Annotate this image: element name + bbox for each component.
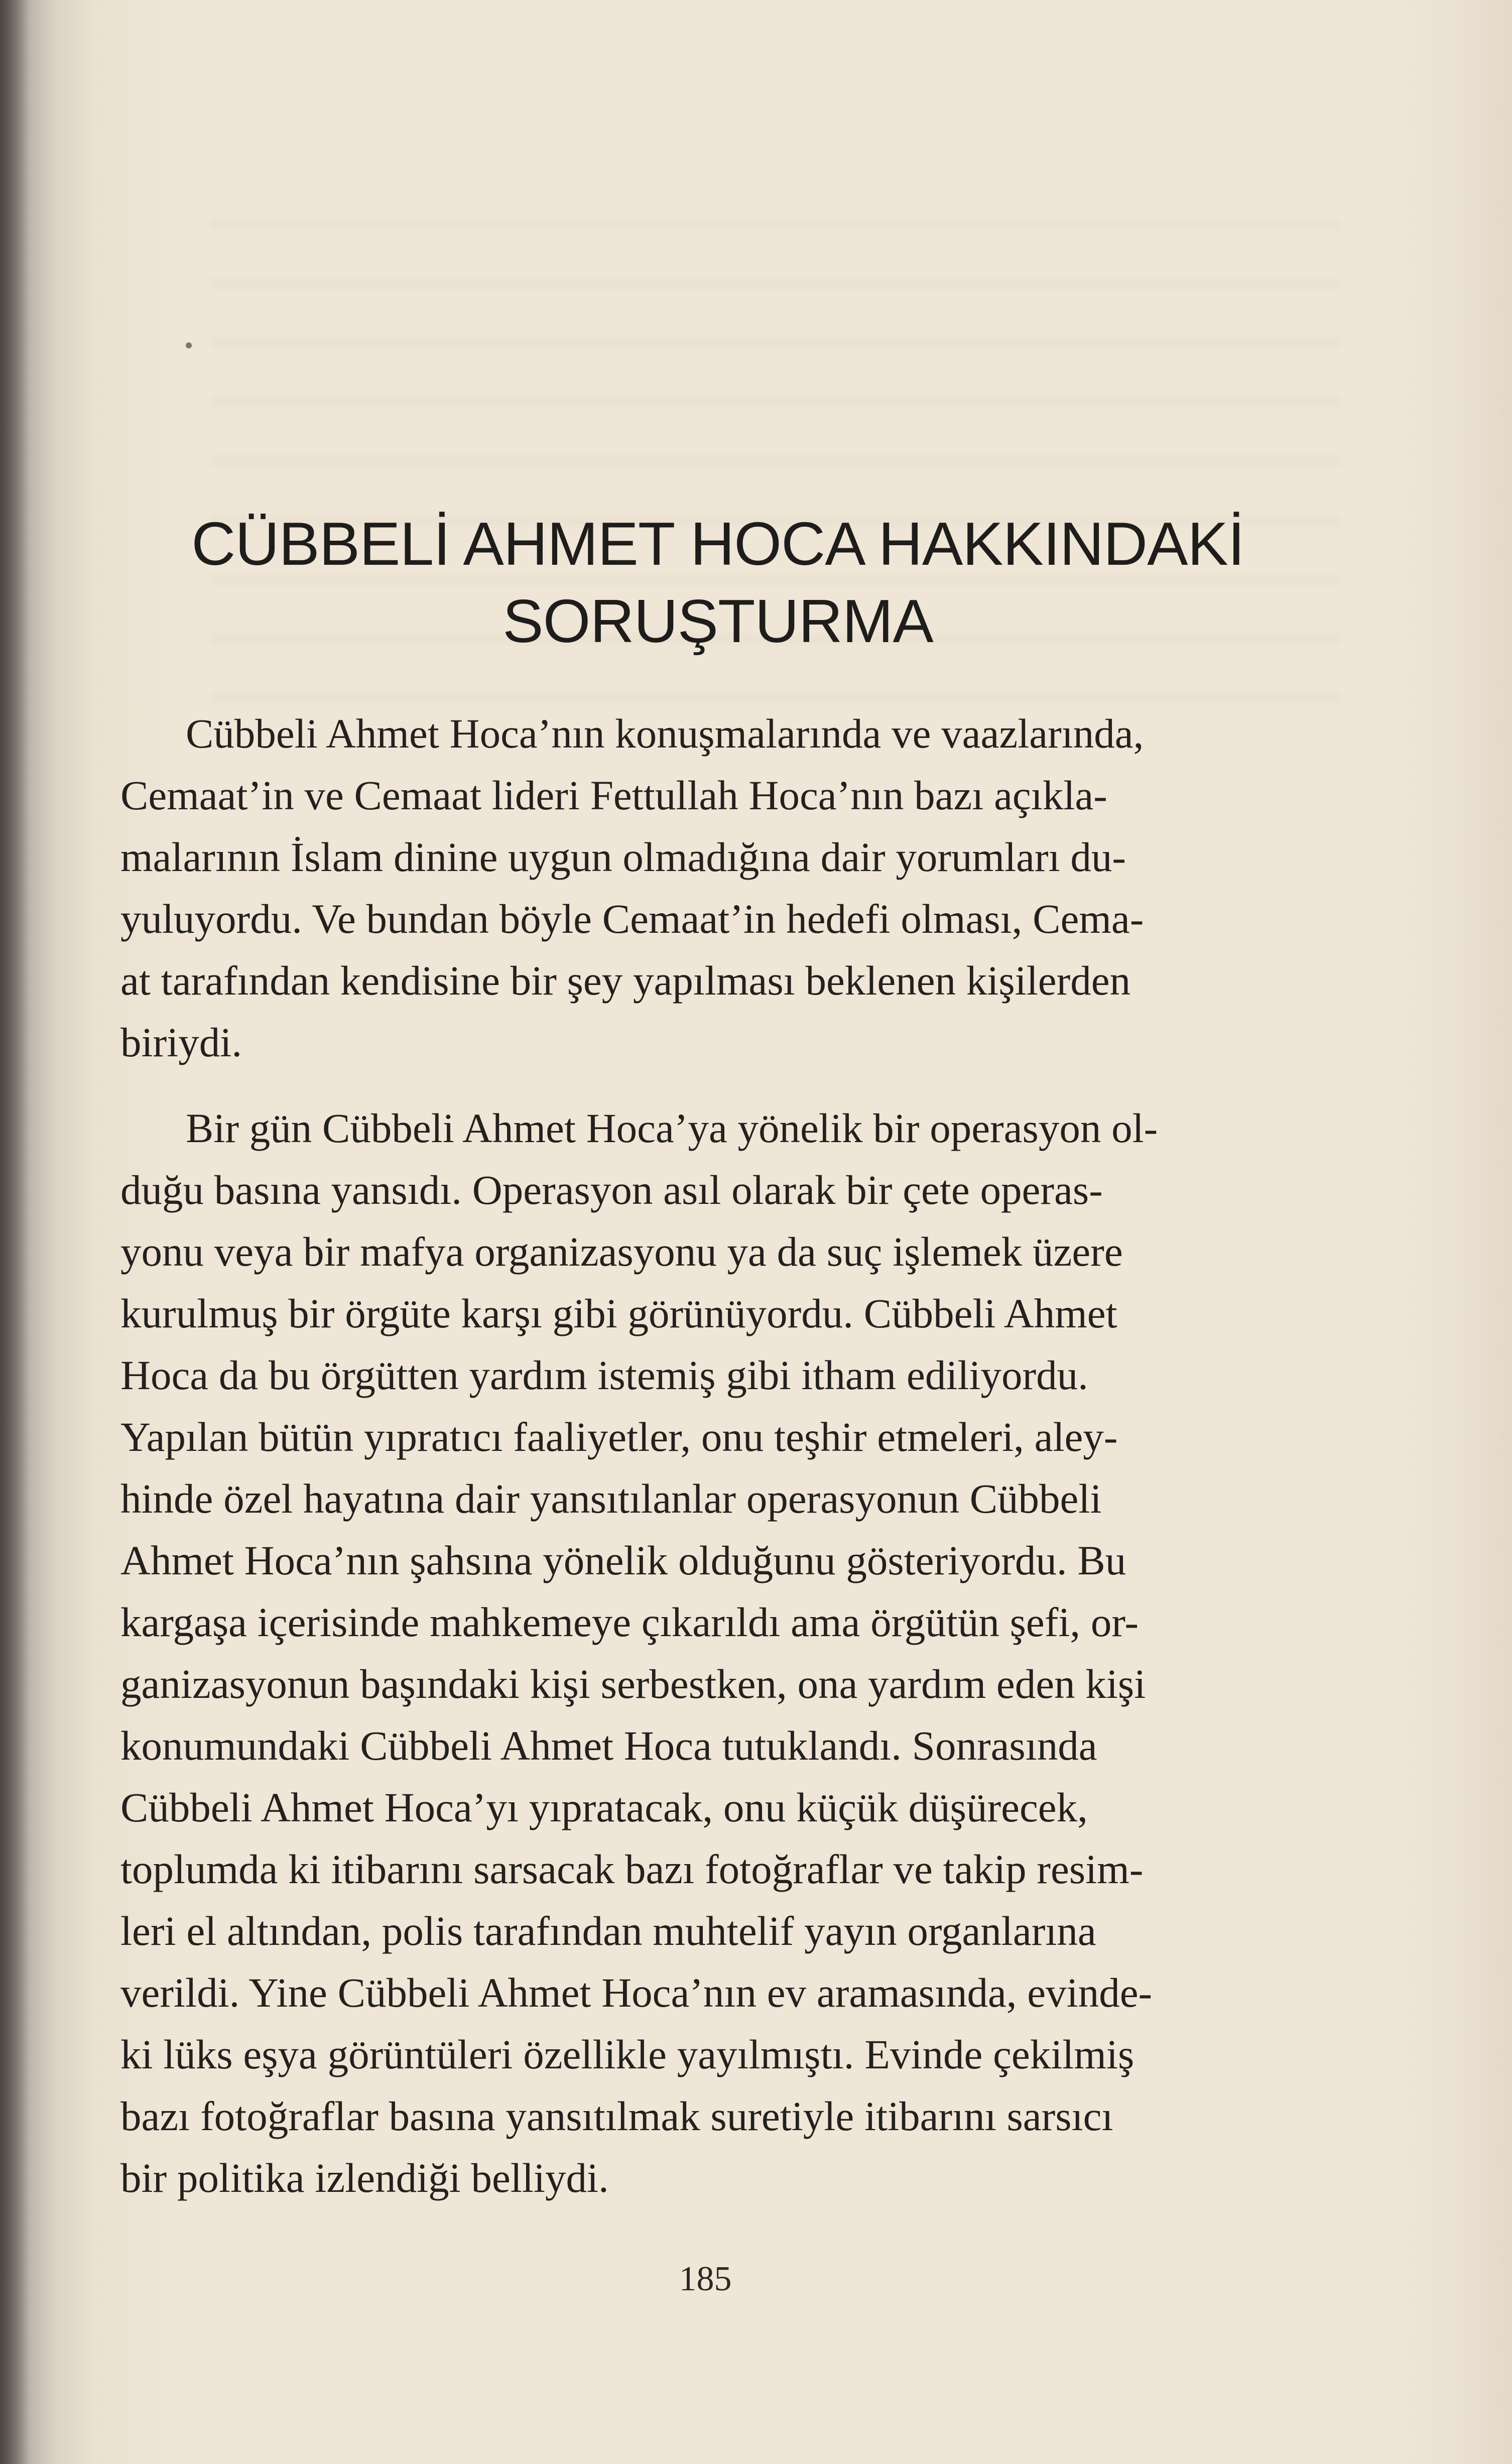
paragraph-1-line-2: Cemaat’in ve Cemaat lideri Fettullah Hoca’nın bazı açıkla- (120, 772, 1107, 818)
paragraph-2-line-3: yonu veya bir mafya organizasyonu ya da suç işlemek üzere (120, 1228, 1123, 1275)
paragraph-2-line-10: ganizasyonun başındaki kişi serbestken, ona yardım eden kişi (120, 1661, 1146, 1707)
paragraph-1-line-6: biriydi. (120, 1019, 242, 1065)
paragraph-gap (120, 1073, 1320, 1097)
paragraph-2-line-16: ki lüks eşya görüntüleri özellikle yayılmıştı. Evinde çekilmiş (120, 2031, 1135, 2077)
paragraph-2-line-11: konumundaki Cübbeli Ahmet Hoca tutuklandı. Sonrasında (120, 1722, 1097, 1769)
paragraph-2-line-9: kargaşa içerisinde mahkemeye çıkarıldı ama örgütün şefi, or- (120, 1599, 1139, 1645)
paragraph-1-line-3: malarının İslam dinine uygun olmadığına dair yorumları du- (120, 834, 1126, 880)
paragraph-2-line-14: leri el altından, polis tarafından muhtelif yayın organlarına (120, 1908, 1096, 1954)
ink-dot (186, 342, 192, 348)
paragraph-2-line-13: toplumda ki itibarını sarsacak bazı fotoğraflar ve takip resim- (120, 1846, 1144, 1892)
paragraph-2 (120, 1097, 1320, 2209)
chapter-title-line-2: SORUŞTURMA (502, 587, 933, 655)
page-number: 185 (679, 2260, 732, 2298)
paragraph-2-line-7: hinde özel hayatına dair yansıtılanlar operasyonun Cübbeli (120, 1475, 1102, 1522)
paragraph-2-line-1: Bir gün Cübbeli Ahmet Hoca’ya yönelik bir operasyon ol- (186, 1105, 1158, 1151)
chapter-title-line-1: CÜBBELİ AHMET HOCA HAKKINDAKİ (191, 510, 1244, 578)
paragraph-2-line-17: bazı fotoğraflar basına yansıtılmak suretiyle itibarını sarsıcı (120, 2093, 1113, 2139)
paragraph-2-line-15: verildi. Yine Cübbeli Ahmet Hoca’nın ev aramasında, evinde- (120, 1969, 1153, 2016)
page-binding-shadow (0, 0, 30, 2464)
paragraph-1-line-5: at tarafından kendisine bir şey yapılması beklenen kişilerden (120, 957, 1131, 1004)
paragraph-2-line-12: Cübbeli Ahmet Hoca’yı yıpratacak, onu küçük düşürecek, (120, 1784, 1088, 1830)
paragraph-2-line-18: bir politika izlendiği belliydi. (120, 2155, 609, 2201)
paragraph-1-line-4: yuluyordu. Ve bundan böyle Cemaat’in hedefi olması, Cema- (120, 896, 1144, 942)
chapter-title (141, 505, 1295, 660)
paragraph-2-line-8: Ahmet Hoca’nın şahsına yönelik olduğunu gösteriyordu. Bu (120, 1537, 1126, 1583)
chapter-body (120, 703, 1320, 2209)
paragraph-2-line-2: duğu basına yansıdı. Operasyon asıl olarak bir çete operas- (120, 1167, 1103, 1213)
paragraph-1-line-1: Cübbeli Ahmet Hoca’nın konuşmalarında ve vaazlarında, (186, 710, 1144, 757)
paragraph-2-line-4: kurulmuş bir örgüte karşı gibi görünüyordu. Cübbeli Ahmet (120, 1290, 1117, 1336)
paragraph-2-line-5: Hoca da bu örgütten yardım istemiş gibi itham ediliyordu. (120, 1352, 1088, 1398)
paragraph-1 (120, 703, 1320, 1073)
paragraph-2-line-6: Yapılan bütün yıpratıcı faaliyetler, onu teşhir etmeleri, aley- (120, 1414, 1118, 1460)
